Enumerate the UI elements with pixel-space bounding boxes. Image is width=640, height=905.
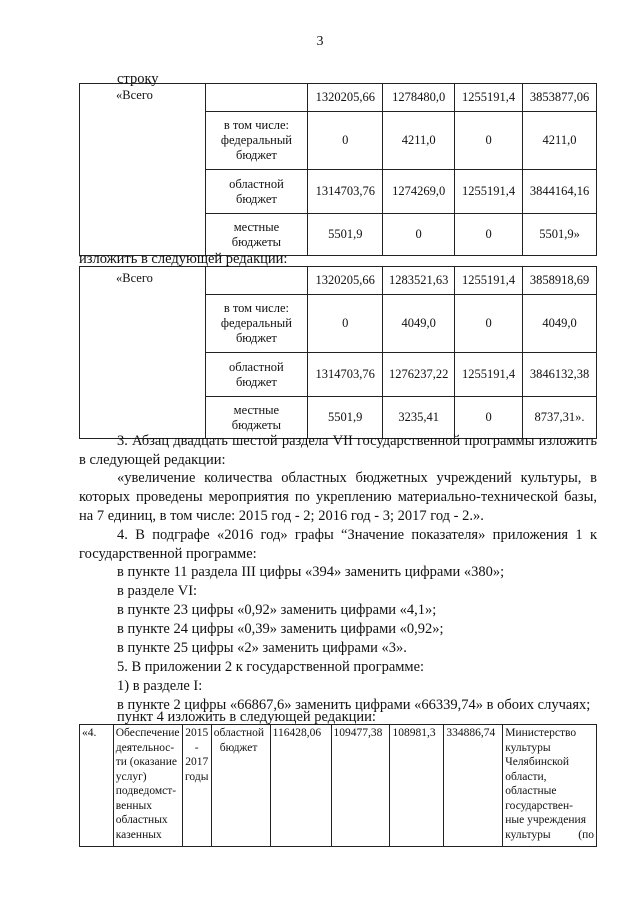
executor-line: областные [505, 785, 557, 797]
table1-row-name: местные бюджеты [205, 214, 308, 256]
table2-cell: 5501,9 [308, 397, 383, 439]
years-line: 2017 [185, 756, 209, 768]
table1-total-2: 1278480,0 [383, 84, 455, 112]
table1-cell: 4211,0 [383, 112, 455, 170]
paragraph-5-item: 1) в разделе I: [117, 678, 203, 694]
table1-cell: 5501,9 [308, 214, 383, 256]
table2-total-4: 3858918,69 [523, 267, 597, 295]
years-line: 2015 [185, 727, 209, 739]
executor-line: Челябинской [505, 756, 570, 768]
executor-line: ные учреждения [505, 814, 586, 826]
table2-cell: 1276237,22 [383, 353, 455, 397]
activity-cell [113, 725, 182, 847]
activity-line: подведомст- [115, 785, 177, 797]
paragraph-4: 4. В подграфе «2016 год» графы “Значение показателя» приложения 1 к государственной программе: [79, 527, 597, 562]
table1-cell: 1255191,4 [455, 170, 523, 214]
paragraph-4-item: в пункте 25 цифры «2» заменить цифрами «3». [117, 640, 407, 656]
value-cell: 116428,06 [270, 725, 331, 847]
table1-total-4: 3853877,06 [523, 84, 597, 112]
table1-row-name: в том числе: федеральный бюджет [205, 112, 308, 170]
replace-line: изложить в следующей редакции: [79, 251, 288, 267]
table1-cell: 1274269,0 [383, 170, 455, 214]
table1-label: «Всего [80, 84, 206, 256]
table2-cell: 4049,0 [523, 295, 597, 353]
paragraph-3-quote: «увеличение количества областных бюджетных учреждений культуры, в которых проведены мероприятия по укреплению материально-технической базы, на 7 единиц, в том числе: 2015 год - 2; 2016 год - 3; 2017 год - 2.». [79, 470, 597, 524]
executor-cell [503, 725, 597, 847]
table1-cell: 4211,0 [523, 112, 597, 170]
table1-total-1: 1320205,66 [308, 84, 383, 112]
source-line: бюджет [219, 741, 258, 754]
years-line: годы [185, 770, 209, 783]
table2-row-name: местные бюджеты [205, 397, 308, 439]
table2-total-1: 1320205,66 [308, 267, 383, 295]
activity-line: венных [115, 799, 153, 812]
table2-cell: 0 [308, 295, 383, 353]
table1-cell: 1314703,76 [308, 170, 383, 214]
table2-label: «Всего [80, 267, 206, 439]
intro-text: строку [117, 71, 159, 87]
activity-line: услуг) [115, 770, 147, 783]
table2-empty-cell [205, 267, 308, 295]
page-number: 3 [316, 34, 324, 49]
activity-line: деятельнос- [115, 741, 175, 754]
source-cell [211, 725, 270, 847]
paragraph-5-item: пункт 4 изложить в следующей редакции: [117, 709, 376, 725]
table2-cell: 4049,0 [383, 295, 455, 353]
table2-row-name: в том числе: федеральный бюджет [205, 295, 308, 353]
table1-cell: 3844164,16 [523, 170, 597, 214]
table1-row-name: областной бюджет [205, 170, 308, 214]
paragraph-5: 5. В приложении 2 к государственной программе: [117, 659, 425, 675]
paragraph-4-item: в пункте 23 цифры «0,92» заменить цифрами «4,1»; [117, 602, 437, 618]
table2-cell: 1255191,4 [455, 353, 523, 397]
activity-line: Обеспечение [115, 727, 180, 739]
value-cell: 108981,3 [390, 725, 444, 847]
executor-line: культуры [505, 741, 551, 754]
table2-cell: 3235,41 [383, 397, 455, 439]
executor-line: культуры (по [505, 828, 594, 841]
table2-cell: 0 [455, 295, 523, 353]
table1-cell: 5501,9» [523, 214, 597, 256]
table2-cell: 3846132,38 [523, 353, 597, 397]
table2-cell: 0 [455, 397, 523, 439]
table2-cell: 8737,31». [523, 397, 597, 439]
executor-line: Министерство [505, 727, 577, 739]
table1-cell: 0 [308, 112, 383, 170]
activity-line: областных [115, 814, 168, 826]
table2-cell: 1314703,76 [308, 353, 383, 397]
value-cell: 334886,74 [444, 725, 503, 847]
row-number: «4. [80, 725, 114, 847]
years-line: - [194, 741, 199, 754]
paragraph-4-item: в разделе VI: [117, 583, 198, 599]
table1-empty-cell [205, 84, 308, 112]
table1-total-3: 1255191,4 [455, 84, 523, 112]
paragraph-5-item: в пункте 2 цифры «66867,6» заменить цифрами «66339,74» в обоих случаях; [117, 697, 591, 713]
paragraph-4-item: в пункте 24 цифры «0,39» заменить цифрами «0,92»; [117, 621, 444, 637]
program-table [79, 724, 597, 847]
paragraph-4-item: в пункте 11 раздела III цифры «394» заменить цифрами «380»; [117, 564, 505, 580]
table1-cell: 0 [455, 112, 523, 170]
table2-row-name: областной бюджет [205, 353, 308, 397]
paragraph-3: 3. Абзац двадцать шестой раздела VII государственной программы изложить в следующей редакции: [79, 433, 597, 468]
table2-total-3: 1255191,4 [455, 267, 523, 295]
table1-cell: 0 [383, 214, 455, 256]
budget-table-new [79, 266, 597, 439]
value-cell: 109477,38 [331, 725, 390, 847]
executor-line: государствен- [505, 799, 573, 812]
activity-line: ти (оказание [115, 756, 177, 768]
table1-cell: 0 [455, 214, 523, 256]
executor-line: области, [505, 770, 547, 783]
source-line: областной [213, 727, 265, 739]
table2-total-2: 1283521,63 [383, 267, 455, 295]
budget-table-old [79, 83, 597, 256]
activity-line: казенных [115, 828, 162, 841]
years-cell [182, 725, 211, 847]
